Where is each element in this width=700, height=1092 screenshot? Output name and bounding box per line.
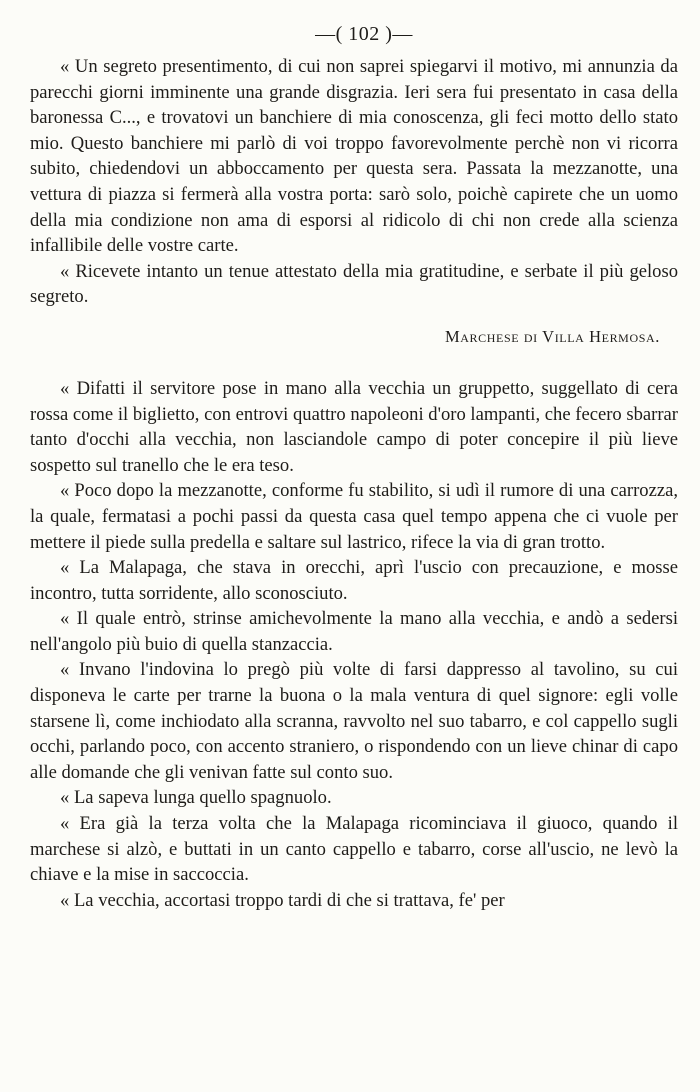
letter-paragraph: « Ricevete intanto un tenue attestato della mia gratitudine, e serbate il più geloso segreto. bbox=[30, 260, 678, 308]
body-paragraph: « La Malapaga, che stava in orecchi, aprì l'uscio con precauzione, e mosse incontro, tutta sorridente, allo sconosciuto. bbox=[30, 557, 678, 604]
body-paragraph: « Difatti il servitore pose in mano alla vecchia un gruppetto, suggellato di cera rossa come il biglietto, con entrovi quattro napoleoni d'oro lampanti, che fecero sbarrar tanto d'occhi alla vecchia, non lasciandole campo di poter concepire il più lieve sospetto sul tranello che le era teso. bbox=[30, 377, 678, 476]
letter-signature: Marchese di Villa Hermosa. bbox=[445, 326, 660, 346]
letter-paragraph: « Un segreto presentimento, di cui non saprei spiegarvi il motivo, mi annunzia da parecchi giorni imminente una grande disgrazia. Ieri sera fui presentato in casa della baronessa C..., e trovatovi un banchiere di mia conoscenza, gli feci motto dello stato mio. Questo banchiere mi parlò di voi troppo favorevolmente perchè non vi ricorra subito, chiedendovi un abboccamento per questa sera. Passata la mezzanotte, una vettura di piazza si fermerà alla vostra porta: sarò solo, poichè capirete che un uomo della mia condizione non ama di esporsi al ridicolo di chi non crede alla scienza infallibile delle vostre carte. bbox=[30, 56, 678, 257]
body-paragraph: « Era già la terza volta che la Malapaga ricominciava il giuoco, quando il marchese si alzò, e buttati in un canto cappello e tabarro, corse all'uscio, ne levò la chiave e la mise in saccoccia. bbox=[30, 813, 678, 886]
body-paragraph: « Il quale entrò, strinse amichevolmente la mano alla vecchia, e andò a sedersi nell'angolo più buio di quella stanzaccia. bbox=[30, 608, 678, 655]
body-paragraph: « Poco dopo la mezzanotte, conforme fu stabilito, si udì il rumore di una carrozza, la quale, fermatasi a pochi passi da questa casa quel tempo appena che ci vuole per mettere il piede sulla predella e saltare sul lastrico, rifece la via di gran trotto. bbox=[30, 480, 678, 553]
body-paragraph: « La sapeva lunga quello spagnuolo. bbox=[60, 787, 332, 809]
body-paragraph: « Invano l'indovina lo pregò più volte di farsi dappresso al tavolino, su cui disponeva le carte per trarne la buona o la mala ventura di quel signore: egli volle starsene lì, come inchiodato alla scranna, ravvolto nel suo tabarro, e col cappello sugli occhi, parlando poco, con accento straniero, o rispondendo con un lieve chinar di capo alle domande che gli venivan fatte sul conto suo. bbox=[30, 659, 678, 783]
body-paragraph: « La vecchia, accortasi troppo tardi di che si trattava, fe' per bbox=[60, 889, 505, 911]
page-number: —( 102 )— bbox=[315, 23, 413, 45]
